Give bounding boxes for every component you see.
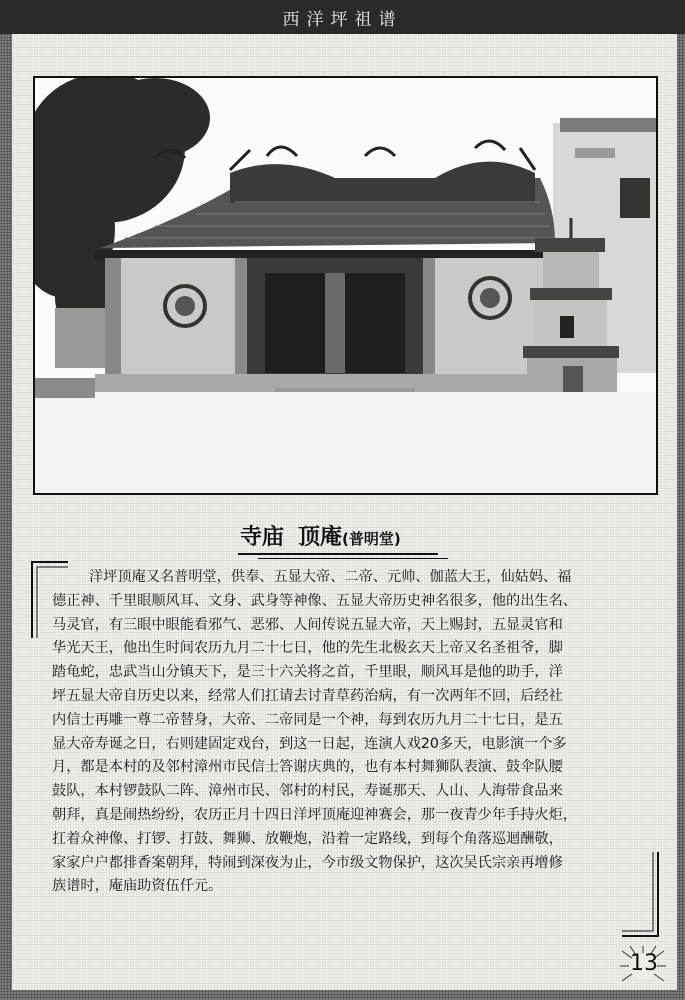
title-underline-thin — [258, 558, 448, 559]
temple-walls — [95, 258, 560, 402]
header-title: 西洋坪祖谱 — [282, 9, 403, 30]
body-line: 洋坪顶庵又名普明堂，供奉、五显大帝、二帝、元帅、伽蓝大王，仙姑妈、福 — [89, 569, 572, 585]
body-line: 坪五显大帝自历史以来，经常人们扛请去讨青草药治病，有一次两年不回，后经社 — [52, 687, 563, 704]
temple-photo — [33, 76, 658, 495]
body-line: 家家户户都排香案朝拜，特闹到深夜为止，今市级文物保护，这次吴氏宗亲再增修 — [52, 854, 563, 871]
body-line: 鼓队，本村锣鼓队二阵、漳州市民、邻村的村民，寿诞那天、人山、人海带食品来 — [52, 783, 563, 800]
body-line: 扛着众神像、打锣、打鼓、舞狮、放鞭炮，沿着一定路线，到每个角落巡迴酬敬， — [52, 830, 563, 847]
body-line: 内信士再雕一尊二帝替身，大帝、二帝同是一个神，每到农历九月二十七日，是五 — [52, 711, 563, 728]
section-title-sub: (普明堂) — [342, 530, 401, 548]
pagoda-furnace — [523, 218, 619, 403]
body-line: 族谱时，庵庙助资伍仟元。 — [52, 878, 223, 895]
page-number: 13 — [630, 951, 658, 976]
section-title — [240, 520, 401, 551]
body-line: 显大帝寿诞之日，右则建固定戏台，到这一日起，连演人戏20多天，电影演一个多 — [52, 735, 567, 752]
section-title-main: 寺庙 — [240, 525, 285, 550]
body-line: 马灵官，有三眼中眼能看邪气、恶邪、人间传说五显大帝，天上赐封，五显灵官和 — [52, 616, 563, 633]
body-text — [52, 566, 648, 899]
title-underline — [238, 553, 438, 555]
header-band — [0, 0, 685, 34]
body-line: 月，都是本村的及邻村漳州市民信士答谢庆典的，也有本村舞狮队表演、鼓伞队腰 — [52, 759, 563, 776]
section-title-name: 顶庵 — [298, 525, 343, 550]
body-line: 朝拜，真是闹热纷纷，农历正月十四日洋坪顶庵迎神赛会，那一夜青少年手持火炬， — [52, 806, 577, 823]
body-line: 德正神、千里眼顺风耳、文身、武身等神像、五显大帝历史神名很多，他的出生名、 — [52, 592, 577, 609]
body-line: 华光天王，他出生时间农历九月二十七日，他的先生北极玄天上帝又名圣祖爷，脚 — [52, 640, 563, 657]
body-line: 踏龟蛇，忠武当山分镇天下，是三十六关将之首，千里眼，顺风耳是他的助手，洋 — [52, 664, 563, 681]
